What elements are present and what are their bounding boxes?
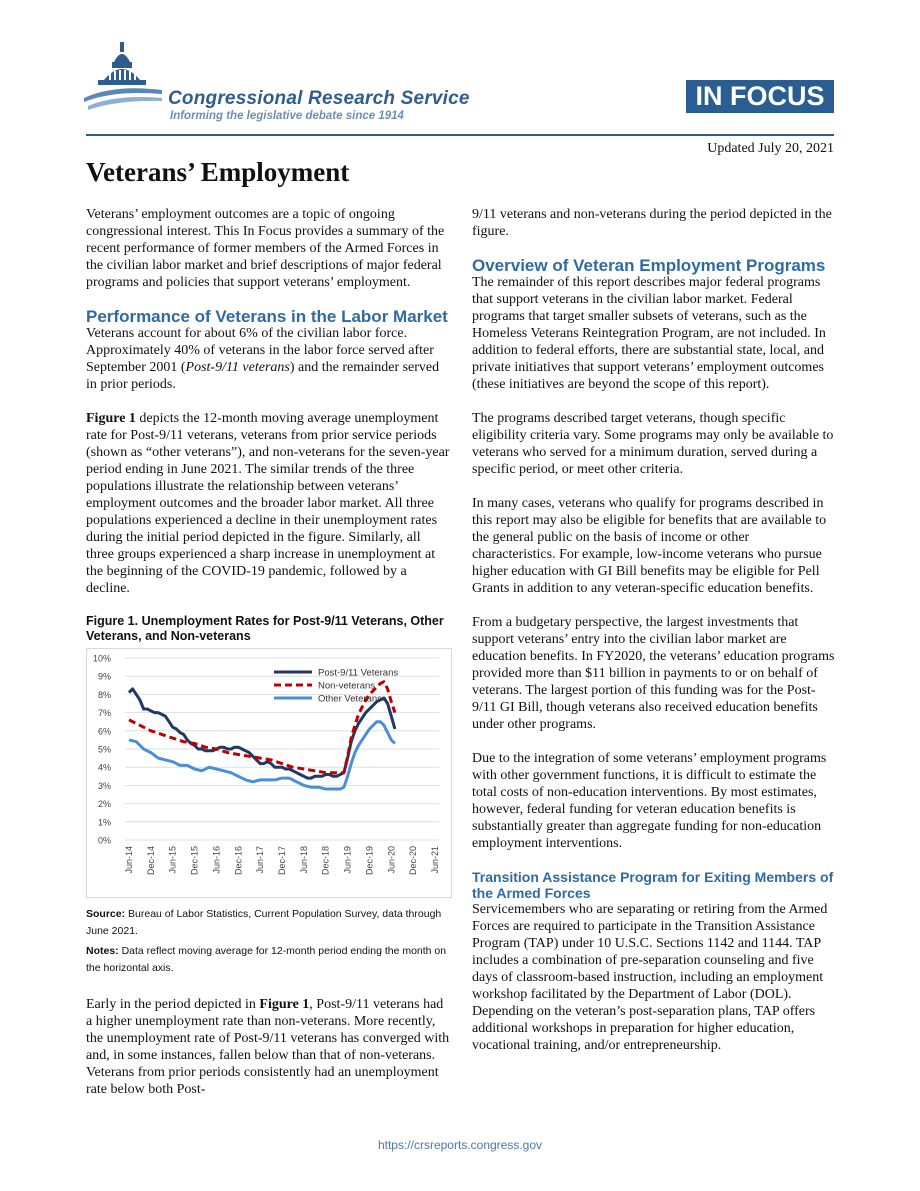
chart-svg [87, 649, 451, 897]
x-tick-label: Jun-16 [211, 846, 222, 874]
crs-capitol-logo [84, 40, 164, 122]
org-tagline: Informing the legislative debate since 1914 [170, 110, 404, 122]
y-tick-label: 3% [97, 780, 111, 791]
y-tick-label: 5% [97, 744, 111, 755]
figure-source: Source: Bureau of Labor Statistics, Current Population Survey, data through June 2021. [86, 908, 442, 937]
x-tick-label: Dec-19 [364, 846, 375, 876]
paragraph-budget: From a budgetary perspective, the largest investments that support veterans’ entry into the civilian labor market are education benefits. In FY2020, the veterans’ education programs provided more than $11 billion in payments to or on behalf of veterans. The largest portion of this funding was for the Post-9/11 GI Bill, though veterans also received education benefits under other programs. [472, 615, 835, 732]
in-focus-badge: IN FOCUS [686, 80, 834, 113]
x-tick-label: Jun-19 [342, 846, 353, 874]
x-tick-label: Dec-14 [145, 846, 156, 876]
legend-label: Non-veterans [318, 680, 376, 692]
paragraph-costs: Due to the integration of some veterans’ employment programs with other government functions, it is difficult to estimate the total costs of non-education interventions. By most estimates, however, federal funding for veteran education benefits is substantially greater than aggregate funding for non-education employment interventions. [472, 751, 827, 851]
y-tick-label: 8% [97, 689, 111, 700]
x-tick-label: Jun-21 [430, 846, 440, 874]
right-column [472, 206, 836, 1071]
footer-url[interactable]: https://crsreports.congress.gov [377, 1138, 543, 1152]
x-tick-label: Jun-18 [298, 846, 309, 874]
y-tick-label: 1% [97, 817, 111, 828]
left-column [86, 206, 450, 1115]
paragraph-early-period: Early in the period depicted in Figure 1, Post-9/11 veterans had a higher unemployment rate than non-veterans. More recently, the unemployment rate of Post-9/11 veterans has converged with and, in some instances, fallen below than that of non-veterans. Veterans from prior periods consistently had an unemployment rate below both Post- [86, 997, 450, 1097]
y-tick-label: 7% [97, 708, 111, 719]
heading-performance: Performance of Veterans in the Labor Market [86, 307, 448, 326]
x-tick-label: Dec-18 [320, 846, 331, 876]
y-tick-label: 4% [97, 762, 111, 773]
unemployment-chart [86, 648, 452, 898]
x-tick-label: Dec-16 [233, 846, 244, 876]
paragraph-remainder: The remainder of this report describes major federal programs that support veterans in the civilian labor market. Federal programs that target smaller subsets of veterans, such as the Homeless Veterans Reintegration Program, are not included. In addition to federal efforts, there are substantial state, local, and private initiatives that support veterans’ employment outcomes (these initiatives are beyond the scope of this report). [472, 275, 826, 392]
paragraph-general-benefits: In many cases, veterans who qualify for programs described in this report may also be eligible for benefits that are available to the general public on the basis of income or other characteristics. For example, low-income veterans who pursue higher education with GI Bill benefits may be eligible for Pell Grants in addition to any veteran-specific education benefits. [472, 496, 827, 596]
y-tick-label: 10% [92, 653, 111, 664]
paragraph-eligibility: The programs described target veterans, though specific eligibility criteria vary. Some programs may only be available to veterans who served for a minimum duration, served during a specific period, or meet other criteria. [472, 411, 834, 477]
paragraph-figure-description: Figure 1 depicts the 12-month moving average unemployment rate for Post-9/11 veterans, veterans from prior service periods (shown as “other veterans”), and non-veterans for the seven-year period ending in June 2021. The similar trends of the three populations illustrate the relationship between veterans’ employment outcomes and the broader labor market. All three populations experienced a decline in their unemployment rates during the initial period depicted in the figure. Similarly, all three groups experienced a sharp increase in unemployment at the beginning of the COVID-19 pandemic, followed by a decline. [86, 411, 450, 596]
intro-paragraph: Veterans’ employment outcomes are a topic of ongoing congressional interest. This In Focus provides a summary of the recent performance of former members of the Armed Forces in the civilian labor market and brief descriptions of major federal programs and policies that support veterans’ employment. [86, 207, 445, 290]
legend-label: Post-9/11 Veterans [318, 667, 399, 679]
heading-tap: Transition Assistance Program for Exiting Members of the Armed Forces [472, 869, 834, 901]
x-tick-label: Jun-20 [386, 846, 397, 874]
paragraph-tap: Servicemembers who are separating or retiring from the Armed Forces are required to participate in the Transition Assistance Program (TAP) under 10 U.S.C. Sections 1142 and 1144. TAP includes a combination of pre-separation counseling and five days of classroom-based instruction, including an employment workshop facilitated by the Department of Labor (DOL). Depending on the veteran’s post-separation plans, TAP offers additional workshops in preparation for higher education, vocational training, and/or entrepreneurship. [472, 902, 828, 1053]
paragraph-continuation: 9/11 veterans and non-veterans during the period depicted in the figure. [472, 207, 832, 239]
figure-title: Figure 1. Unemployment Rates for Post-9/11 Veterans, Other Veterans, and Non-veterans [86, 614, 444, 643]
paragraph-labor-force: Veterans account for about 6% of the civilian labor force. Approximately 40% of veterans in the labor force served after September 2001 (Post-9/11 veterans) and the remainder served in prior periods. [86, 326, 440, 392]
x-tick-label: Jun-17 [255, 846, 266, 874]
y-tick-label: 0% [97, 835, 111, 846]
updated-date: Updated July 20, 2021 [707, 141, 834, 156]
y-tick-label: 6% [97, 726, 111, 737]
x-tick-label: Jun-15 [167, 846, 178, 874]
x-tick-label: Dec-20 [408, 846, 419, 876]
x-tick-label: Jun-14 [124, 846, 134, 874]
x-tick-label: Dec-15 [189, 846, 200, 876]
figure-notes: Notes: Data reflect moving average for 12-month period ending the month on the horizontal axis. [86, 945, 447, 974]
header-rule [86, 134, 834, 136]
legend-label: Other Veterans [318, 693, 382, 705]
y-tick-label: 2% [97, 799, 111, 810]
heading-overview: Overview of Veteran Employment Programs [472, 256, 826, 275]
y-tick-label: 9% [97, 671, 111, 682]
x-tick-label: Dec-17 [277, 846, 287, 876]
org-name: Congressional Research Service [168, 88, 470, 109]
page-title: Veterans’ Employment [86, 157, 350, 187]
